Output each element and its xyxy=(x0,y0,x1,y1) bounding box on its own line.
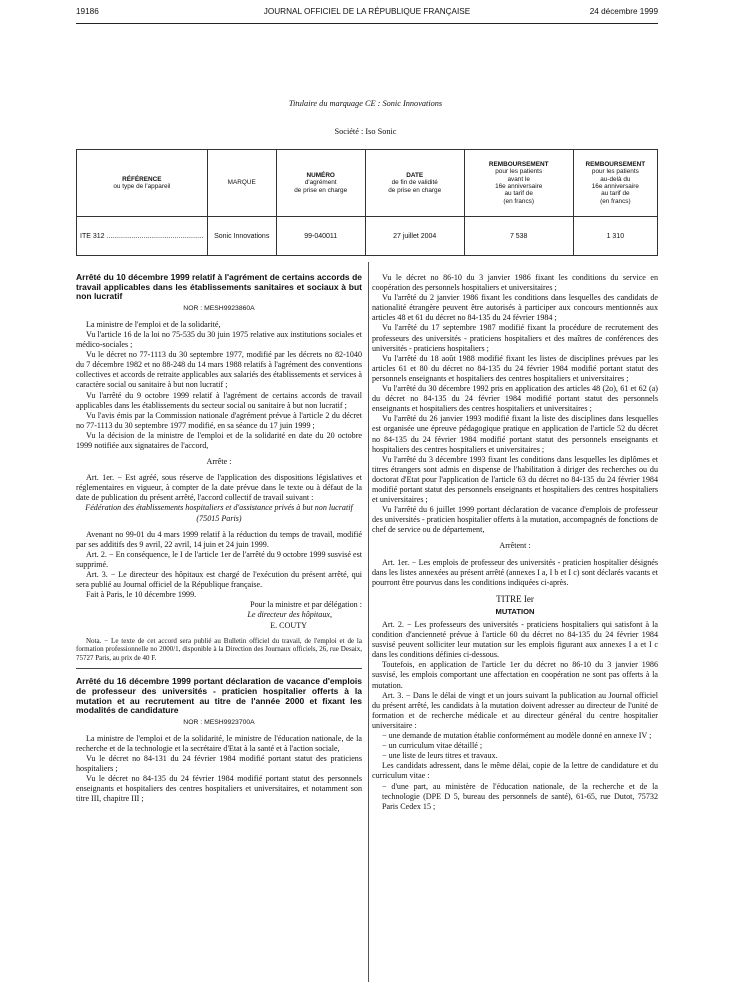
societe-line: Société : Iso Sonic xyxy=(334,127,397,136)
col-remb-apres: REMBOURSEMENT pour les patients au-delà du 16e anniversaire au tarif de (en francs) xyxy=(573,150,657,217)
body-paragraph: La ministre de l'emploi et de la solidarité, xyxy=(86,319,221,329)
section-rule xyxy=(76,668,362,669)
list-item: − d'une part, au ministère de l'éducation nationale, de la recherche et de la technologie (DPE D 5, bureau des personnels de santé), 61-65, rue Dutot, 75732 Paris Cedex 15 ; xyxy=(382,781,658,811)
col-date: DATE de fin de validité de prise en charge xyxy=(365,150,464,217)
arrete-label: Arrête : xyxy=(206,457,232,467)
body-paragraph: Vu l'arrêté du 2 janvier 1986 fixant les conditions dans lesquelles des candidats de nationalité étrangère peuvent être autorisés à participer aux concours mentionnés aux articles 48 et 61 du décret no 84-135 du 24 février 1984 ; xyxy=(372,293,658,323)
body-paragraph: Vu l'avis émis par la Commission nationale d'agrément prévue à l'article 2 du décret no 77-1113 du 30 septembre 1977 modifié, en sa séance du 17 juin 1999 ; xyxy=(76,410,362,430)
arrete-1-title: Arrêté du 10 décembre 1999 relatif à l'agrément de certains accords de travail applicables dans les établissements sanitaires et sociaux à but non lucratif xyxy=(76,272,362,302)
list-item: − une liste de leurs titres et travaux. xyxy=(382,751,498,761)
toutefois-paragraph: Toutefois, en application de l'article 1er du décret no 86-10 du 3 janvier 1986 susvisé, les emplois comportant une affectation en coopération ne sont pas offerts à la mutation. xyxy=(372,660,658,690)
article-2: Art. 2. − En conséquence, le I de l'article 1er de l'arrêté du 9 octobre 1999 susvisé est supprimé. xyxy=(76,549,362,569)
arrete-2-nor: NOR : MESH9923700A xyxy=(183,718,255,726)
body-paragraph: Vu l'arrêté du 9 octobre 1999 relatif à l'agrément de certains accords de travail applicables dans les établissements du secteur social ou sanitaire à but non lucratif ; xyxy=(76,390,362,410)
body-paragraph: Vu l'arrêté du 18 août 1988 modifié fixant les listes de disciplines prévues par les articles 61 et 80 du décret no 84-135 du 24 février 1984 modifié portant statut des personnels enseignants et hospitaliers des centres hospitaliers et universitaires ; xyxy=(372,353,658,383)
body-paragraph: Vu le décret no 84-135 du 24 février 1984 modifié portant statut des personnels enseignants et hospitaliers des centres hospitaliers et universitaires, et notamment son titre III, chapitre III ; xyxy=(76,774,362,804)
signature-name: E. COUTY xyxy=(270,620,307,630)
cell-date: 27 juillet 2004 xyxy=(365,217,464,256)
left-column xyxy=(76,273,362,805)
table-row xyxy=(77,217,658,256)
article-1: Art. 1er. − Est agréé, sous réserve de l'application des dispositions législatives et réglementaires en vigueur, à compter de la date prévue dans le texte ou à défaut de la date de publication du présent arrêté, l'accord collectif de travail suivant : xyxy=(76,473,362,503)
mutation-heading: MUTATION xyxy=(495,606,535,616)
cell-numero: 99-040011 xyxy=(276,217,365,256)
table-header-row xyxy=(77,150,658,217)
avenant-paragraph: Avenant no 99-01 du 4 mars 1999 relatif à la réduction du temps de travail, modifié par ses additifs des 9 avril, 22 avril, 14 juin et 24 juin 1999. xyxy=(76,529,362,549)
article-1: Art. 1er. − Les emplois de professeur des universités - praticien hospitalier désignés dans les listes annexées au présent arrêté (annexes I a, I b et I c) sont déclarés vacants et pourront être pourvus dans les conditions indiquées ci-après. xyxy=(372,557,658,587)
nota: Nota. − Le texte de cet accord sera publié au Bulletin officiel du travail, de l'emploi et de la formation professionnelle no 2000/1, disponible à la Direction des Journaux officiels, 26, rue Desaix, 75727 Paris, au prix de 40 F. xyxy=(76,636,362,662)
cell-reference: ITE 312 .................................................. xyxy=(77,217,208,256)
body-paragraph: Vu l'arrêté du 30 décembre 1992 pris en application des articles 48 (2o), 61 et 62 (a) du décret no 84-135 du 24 février 1984 modifié portant statut des personnels enseignants et hospitaliers des centres hospitaliers et universitaires ; xyxy=(372,384,658,414)
signature-delegation: Pour la ministre et par délégation : xyxy=(250,600,362,610)
col-remb-avant: REMBOURSEMENT pour les patients avant le 16e anniversaire au tarif de (en francs) xyxy=(464,150,573,217)
body-paragraph: Vu le décret no 84-131 du 24 février 1984 modifié portant statut des praticiens hospitaliers ; xyxy=(76,754,362,774)
body-paragraph: Vu l'arrêté du 6 juillet 1999 portant déclaration de vacance d'emplois de professeur des universités - praticien hospitalier offerts à la mutation, accompagnés de fonctions de chef de service ou de département, xyxy=(372,505,658,535)
col-marque: MARQUE xyxy=(207,150,276,217)
header-rule xyxy=(76,23,658,24)
cell-remb-apres: 1 310 xyxy=(573,217,657,256)
titulaire-line: Titulaire du marquage CE : Sonic Innovations xyxy=(288,99,443,108)
titre-heading: TITRE Ier xyxy=(496,593,534,604)
federation-name: Fédération des établissements hospitaliers et d'assistance privés à but non lucratif (75015 Paris) xyxy=(85,503,353,523)
arretent-label: Arrêtent : xyxy=(499,541,531,551)
right-column xyxy=(372,273,658,812)
page-header xyxy=(76,7,658,21)
page-number: 19186 xyxy=(76,7,99,16)
article-3: Art. 3. − Dans le délai de vingt et un jours suivant la publication au Journal officiel du présent arrêté, les candidats à la mutation doivent adresser au directeur de l'unité de formation et de recherche médicale et au directeur général du centre hospitalier universitaire : xyxy=(372,690,658,730)
body-paragraph: Vu l'arrêté du 26 janvier 1993 modifié fixant la liste des disciplines dans lesquelles est organisée une épreuve pédagogique pratique en application de l'article 52 du décret no 84-135 du 24 février 1984 modifié portant statut des personnels enseignants et hospitaliers des centres hospitaliers et universitaires ; xyxy=(372,414,658,454)
arrete-1-nor: NOR : MESH9923860A xyxy=(183,304,255,312)
journal-title: JOURNAL OFFICIEL DE LA RÉPUBLIQUE FRANÇAISE xyxy=(263,7,471,16)
list-item: − une demande de mutation établie conformément au modèle donné en annexe IV ; xyxy=(382,731,652,741)
signature-role: Le directeur des hôpitaux, xyxy=(247,610,332,620)
body-paragraph: Vu l'arrêté du 17 septembre 1987 modifié fixant la procédure de recrutement des professeurs des universités - praticiens hospitaliers et des maîtres de conférences des universités - praticiens hospitaliers ; xyxy=(372,323,658,353)
issue-date: 24 décembre 1999 xyxy=(589,7,658,16)
fait-a-paris: Fait à Paris, le 10 décembre 1999. xyxy=(86,590,197,600)
body-paragraph: Vu le décret no 77-1113 du 30 septembre 1977, modifié par les décrets no 82-1040 du 7 décembre 1982 et no 88-248 du 14 mars 1988 relatifs à l'agrément des conventions collectives et accords de retraite applicables aux salariés des établissements et services à caractère social ou sanitaire à but non lucratif ; xyxy=(76,350,362,390)
body-paragraph: Les candidats adressent, dans le même délai, copie de la lettre de candidature et du curriculum vitae : xyxy=(372,761,658,781)
article-2: Art. 2. − Les professeurs des universités - praticiens hospitaliers qui satisfont à la condition d'ancienneté prévue à l'article 60 du décret no 84-135 du 24 février 1984 susvisé peuvent solliciter leur mutation sur les emplois figurant aux annexes I a et I c dans les conditions définies ci-dessous. xyxy=(372,620,658,660)
list-item: − un curriculum vitae détaillé ; xyxy=(382,741,483,751)
arrete-2-title: Arrêté du 16 décembre 1999 portant déclaration de vacance d'emplois de professeur des universités - praticien hospitalier offerts à la mutation et au recrutement au titre de l'année 2000 et fixant les modalités de candidature xyxy=(76,676,362,716)
cell-marque: Sonic Innovations xyxy=(207,217,276,256)
article-3: Art. 3. − Le directeur des hôpitaux est chargé de l'exécution du présent arrêté, qui sera publié au Journal officiel de la République française. xyxy=(76,570,362,590)
body-paragraph: Vu l'article 16 de la loi no 75-535 du 30 juin 1975 relative aux institutions sociales et médico-sociales ; xyxy=(76,329,362,350)
cell-remb-avant: 7 538 xyxy=(464,217,573,256)
column-divider xyxy=(368,262,369,982)
body-paragraph: Vu la décision de la ministre de l'emploi et de la solidarité en date du 20 octobre 1999 notifiée aux signataires de l'accord, xyxy=(76,430,362,450)
col-numero: NUMÉRO d'agrément de prise en charge xyxy=(276,150,365,217)
col-reference: RÉFÉRENCE ou type de l'appareil xyxy=(77,150,208,217)
reimbursement-table xyxy=(76,149,658,256)
body-paragraph: La ministre de l'emploi et de la solidarité, le ministre de l'éducation nationale, de la recherche et de la technologie et la secrétaire d'Etat à la santé et à l'action sociale, xyxy=(76,733,362,753)
body-paragraph: Vu le décret no 86-10 du 3 janvier 1986 fixant les conditions du service en coopération des personnels hospitaliers et universitaires ; xyxy=(372,273,658,293)
body-paragraph: Vu l'arrêté du 3 décembre 1993 fixant les conditions dans lesquelles les diplômes et titres étrangers sont admis en dispense de l'habilitation à diriger des recherches ou du doctorat d'Etat pour l'application de l'article 63 du décret no 84-135 du 24 février 1984 modifié portant statut des personnels enseignants et hospitaliers des centres hospitaliers et universitaires ; xyxy=(372,454,658,505)
